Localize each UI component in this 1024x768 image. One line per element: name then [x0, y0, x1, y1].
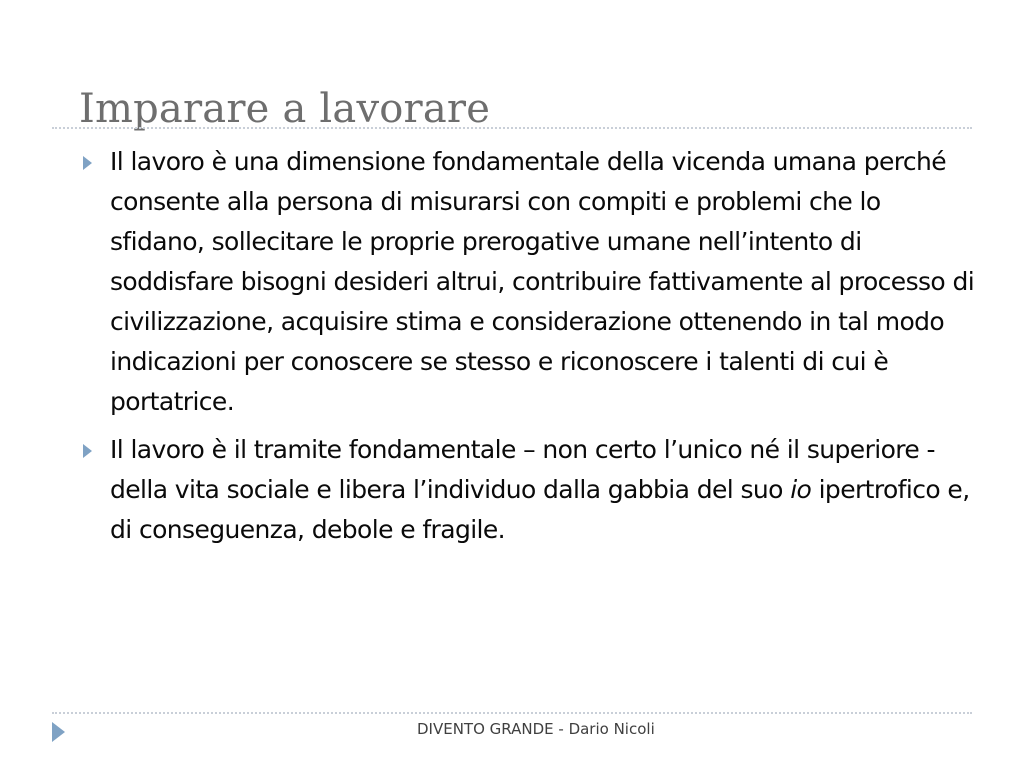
bullet-item [80, 430, 980, 550]
bullet-text: Il lavoro è una dimensione fondamentale della vicenda umana perché consente alla persona di misurarsi con compiti e problemi che lo sfidano, sollecitare le proprie prerogative umane nell’intento di soddisfare bisogni desideri altrui, contribuire fattivamente al processo di civilizzazione, acquisire stima e considerazione ottenendo in tal modo indicazioni per conoscere se stesso e riconoscere i talenti di cui è portatrice. [110, 147, 975, 416]
bullet-text [110, 430, 980, 550]
slide-title: Imparare a lavorare [79, 86, 491, 132]
footer-text: DIVENTO GRANDE - Dario Nicoli [417, 720, 655, 738]
play-arrow-icon [52, 722, 65, 742]
bullet-text-part: Il lavoro è il tramite fondamentale – non certo l’unico né il superiore - della vita sociale e libera l’individuo dalla gabbia del suo [110, 435, 935, 504]
bullet-item [80, 142, 980, 422]
triangle-bullet-icon [83, 156, 92, 170]
bullet-text-italic: io [790, 475, 812, 504]
bullet-text-part: ipertrofico e, di conseguenza, debole e fragile. [110, 475, 970, 544]
footer-divider [52, 712, 972, 714]
triangle-bullet-icon [83, 444, 92, 458]
title-divider [52, 127, 972, 129]
bullet-list [80, 142, 980, 558]
